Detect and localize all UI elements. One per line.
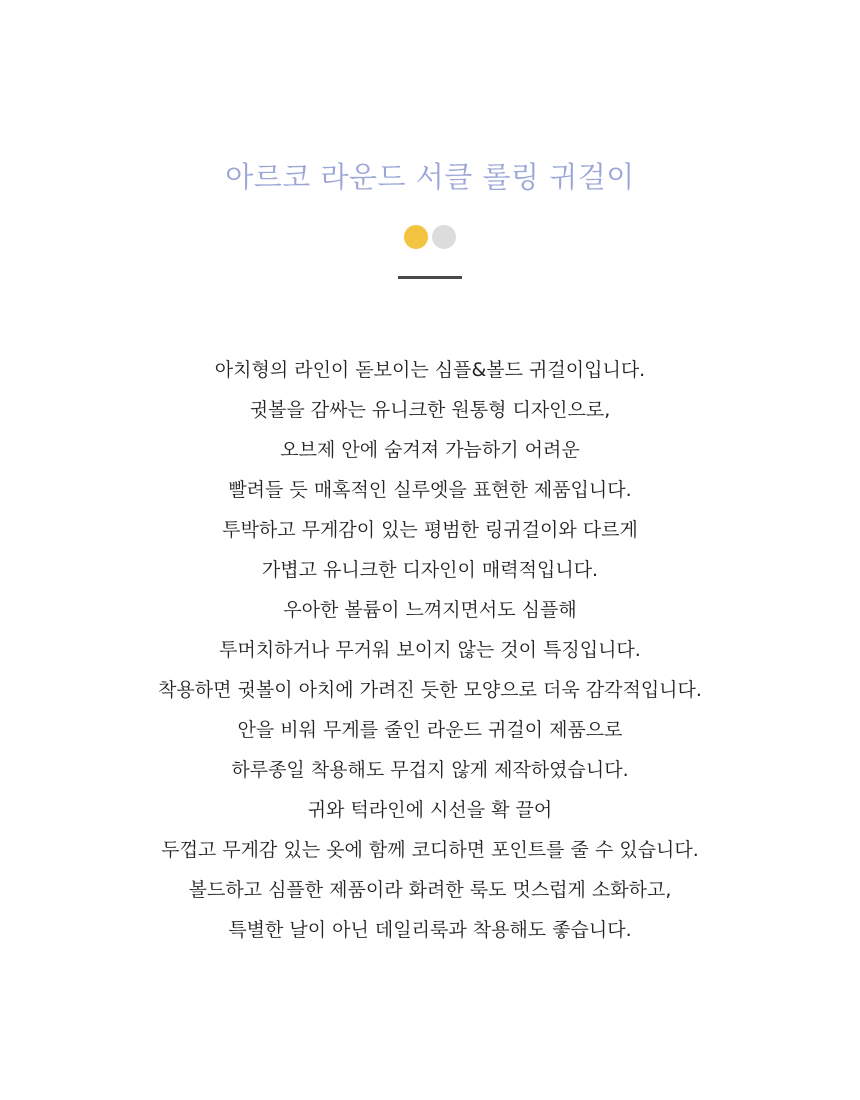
description-line: 귓볼을 감싸는 유니크한 원통형 디자인으로, [249,399,611,421]
description-line: 투머치하거나 무거워 보이지 않는 것이 특징입니다. [219,639,641,661]
product-title: 아르코 라운드 서클 롤링 귀걸이 [225,160,635,194]
yellow-dot-icon [404,225,428,249]
description-line: 하루종일 착용해도 무겁지 않게 제작하였습니다. [231,759,629,781]
description-line: 빨려들 듯 매혹적인 실루엣을 표현한 제품입니다. [228,479,632,501]
description-line: 귀와 턱라인에 시선을 확 끌어 [307,799,553,821]
description-line: 특별한 날이 아닌 데일리룩과 착용해도 좋습니다. [228,919,632,941]
description-line: 우아한 볼륨이 느껴지면서도 심플해 [283,599,577,621]
title-divider [398,276,462,279]
description-line: 가볍고 유니크한 디자인이 매력적입니다. [261,559,599,581]
description-line: 두껍고 무게감 있는 옷에 함께 코디하면 포인트를 줄 수 있습니다. [161,839,699,861]
description-line: 투박하고 무게감이 있는 평범한 링귀걸이와 다르게 [222,519,638,541]
description-line: 안을 비워 무게를 줄인 라운드 귀걸이 제품으로 [237,719,623,741]
description-text [0,350,860,950]
description-line: 볼드하고 심플한 제품이라 화려한 룩도 멋스럽게 소화하고, [188,879,672,901]
gray-dot-icon [432,225,456,249]
description-line: 오브제 안에 숨겨져 가늠하기 어려운 [280,439,580,461]
decorative-dots [404,225,460,249]
description-line: 착용하면 귓볼이 아치에 가려진 듯한 모양으로 더욱 감각적입니다. [158,679,702,701]
description-line: 아치형의 라인이 돋보이는 심플&볼드 귀걸이입니다. [214,359,646,381]
